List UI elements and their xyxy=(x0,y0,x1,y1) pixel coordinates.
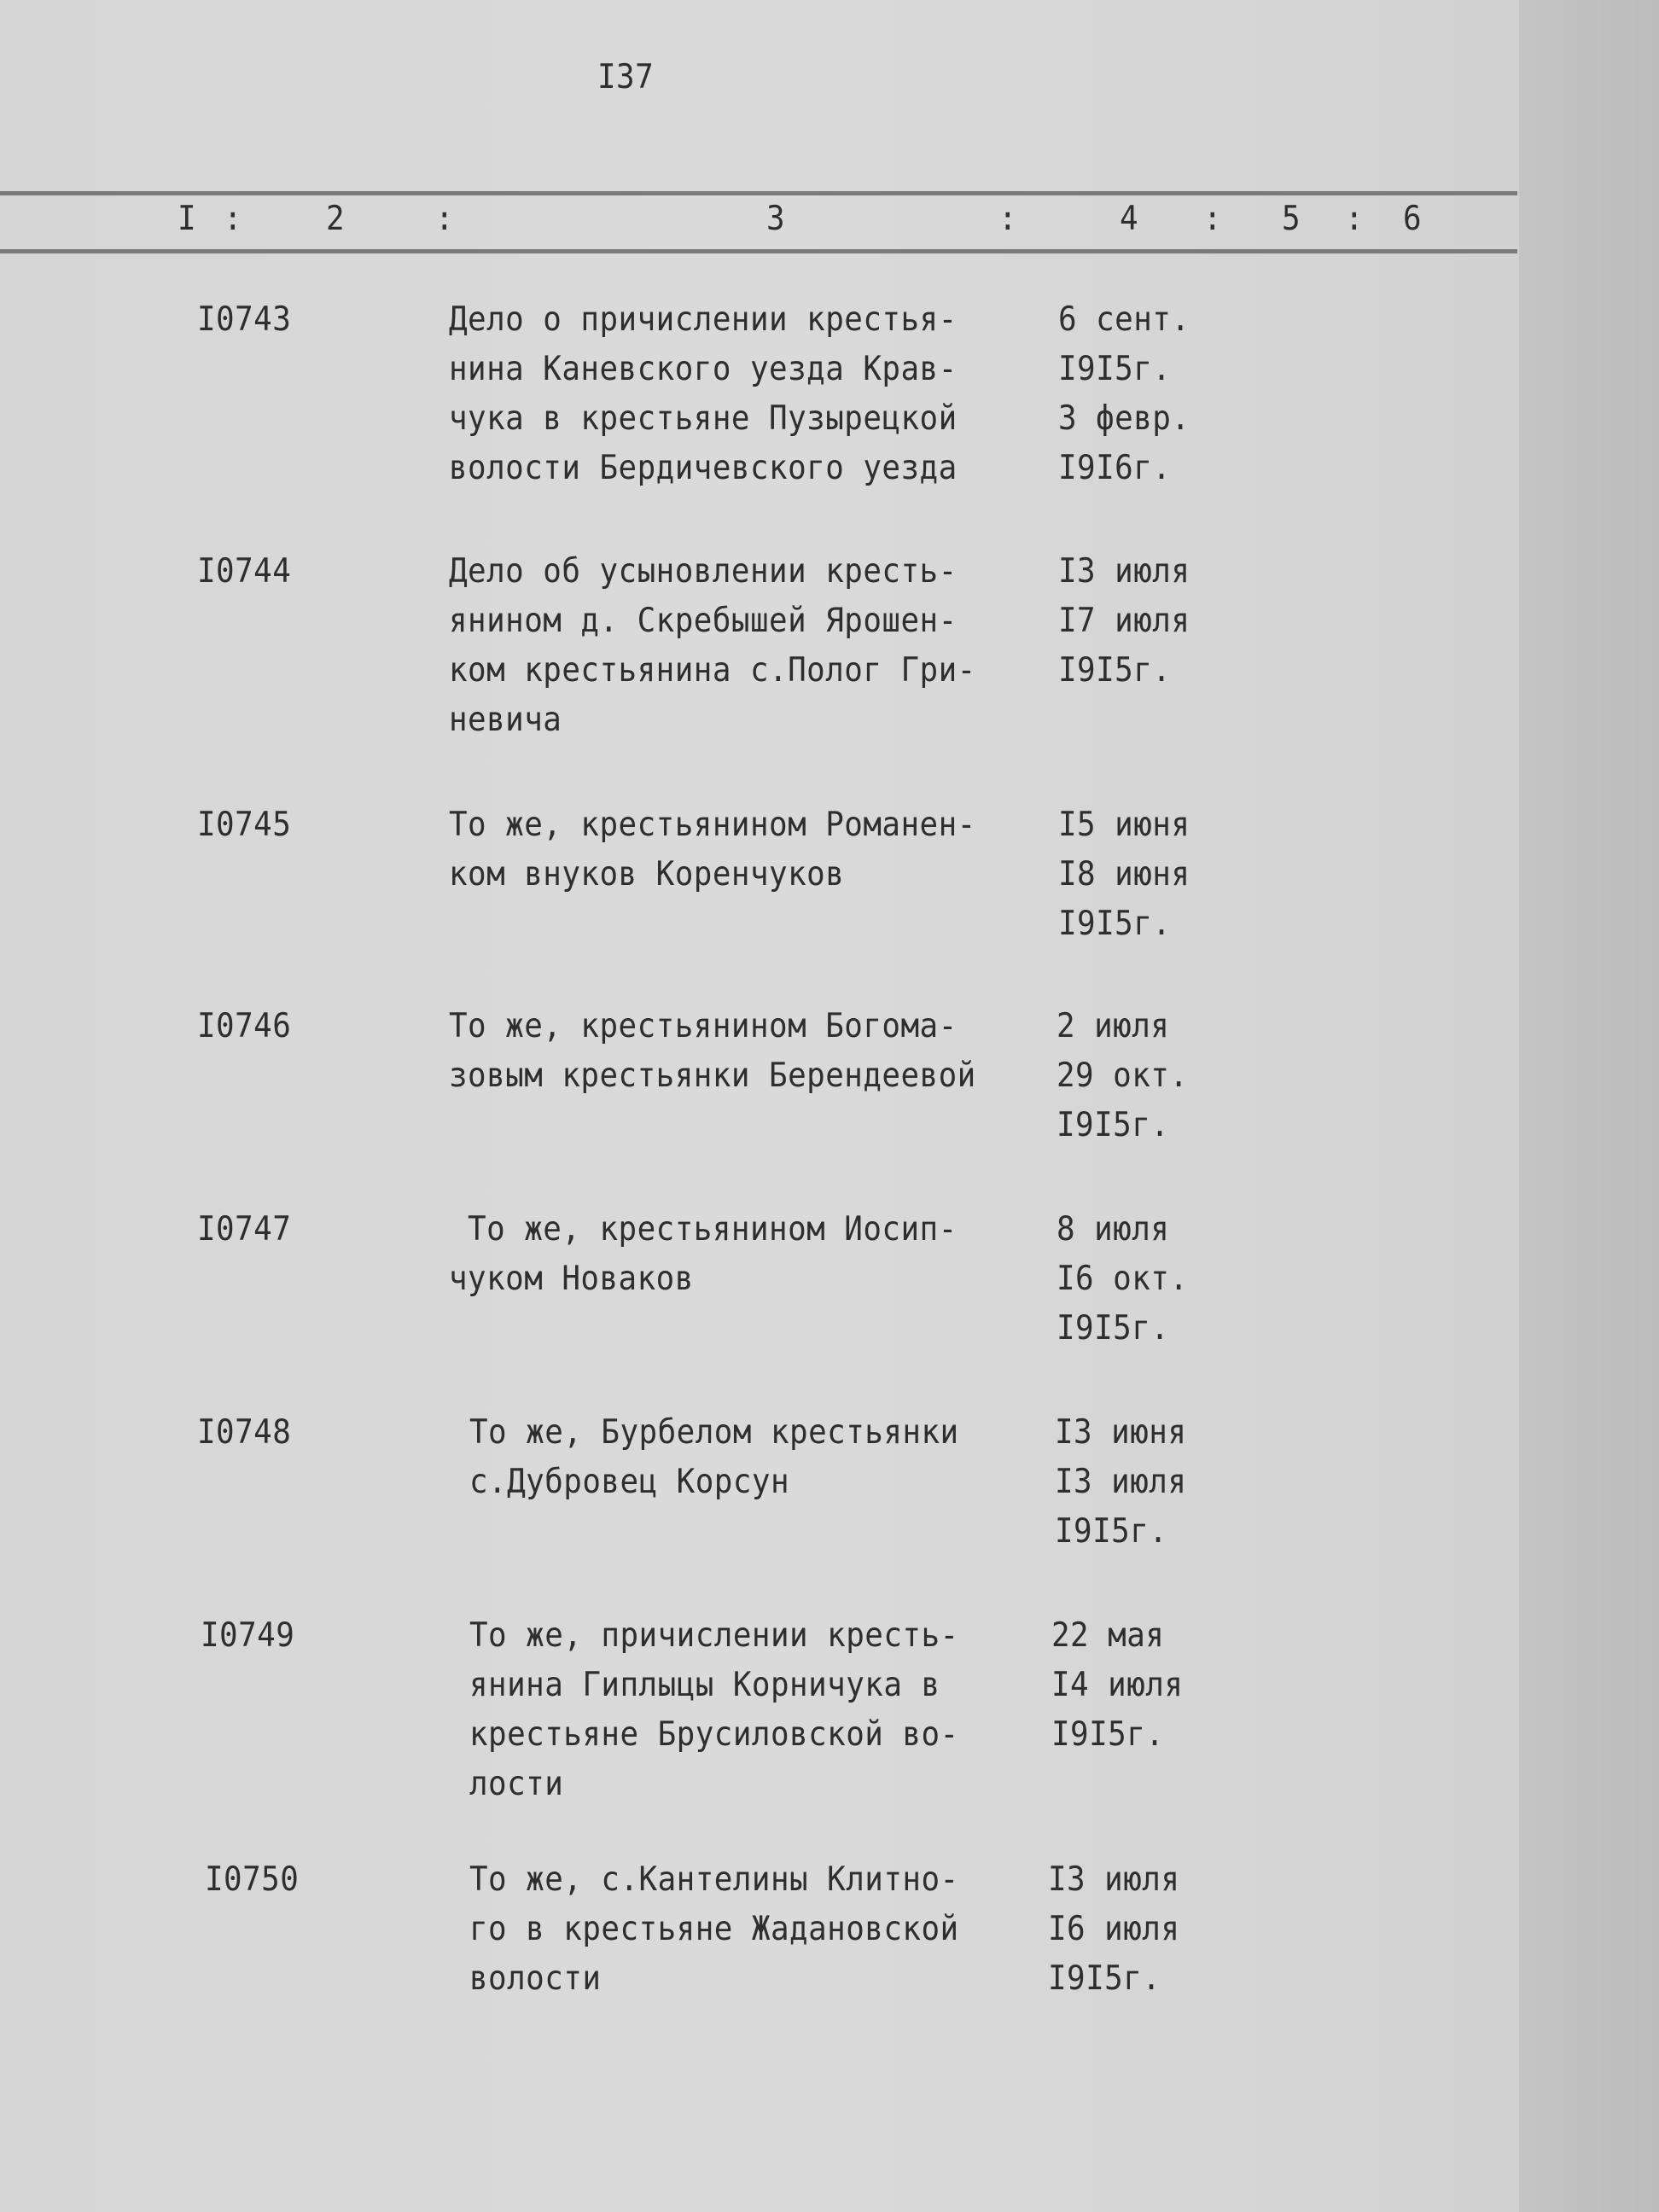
record-description-line: волости xyxy=(469,1959,602,1998)
record-date-line: I9I6г. xyxy=(1058,449,1172,487)
record-description-line: То же, причислении кресть- xyxy=(469,1616,959,1655)
record-date-line: I9I5г. xyxy=(1051,1715,1165,1754)
header-col-6: 6 xyxy=(1403,200,1423,238)
record-description-line: Дело о причислении крестья- xyxy=(449,300,958,339)
header-sep: : xyxy=(435,200,455,238)
record-date-line: 6 сент. xyxy=(1058,300,1190,339)
record-description-line: То же, крестьянином Богома- xyxy=(449,1007,958,1045)
record-date-line: I9I5г. xyxy=(1048,1959,1161,1998)
header-col-3: 3 xyxy=(766,200,786,238)
header-sep: : xyxy=(1345,200,1365,238)
record-number: I0747 xyxy=(197,1210,292,1249)
record-date-line: I3 июня xyxy=(1055,1413,1187,1452)
record-date-line: I6 июля xyxy=(1048,1910,1180,1948)
record-date-line: I9I5г. xyxy=(1058,905,1172,943)
record-date-line: I9I5г. xyxy=(1058,350,1172,388)
record-description-line: волости Бердичевского уезда xyxy=(449,449,958,487)
record-description-line: То же, Бурбелом крестьянки xyxy=(469,1413,959,1452)
record-description-line: с.Дубровец Корсун xyxy=(469,1463,790,1501)
header-col-2: 2 xyxy=(326,200,346,238)
record-description-line: янином д. Скребышей Ярошен- xyxy=(449,602,958,640)
record-description-line: го в крестьяне Жадановской xyxy=(469,1910,959,1948)
header-col-5: 5 xyxy=(1282,200,1301,238)
record-number: I0743 xyxy=(197,300,292,339)
record-description-line: нина Каневского уезда Крав- xyxy=(449,350,958,388)
record-description-line: крестьяне Брусиловской во- xyxy=(469,1715,959,1754)
header-col-4: 4 xyxy=(1120,200,1139,238)
record-date-line: 3 февр. xyxy=(1058,399,1190,438)
record-description-line: ком крестьянина с.Полог Гри- xyxy=(449,651,976,690)
record-description-line: ком внуков Коренчуков xyxy=(449,855,845,894)
page-number: I37 xyxy=(597,58,655,96)
header-col-1: I xyxy=(178,200,197,238)
record-date-line: I6 окт. xyxy=(1057,1260,1189,1298)
record-number: I0748 xyxy=(197,1413,292,1452)
record-description-line: То же, крестьянином Романен- xyxy=(449,806,976,844)
record-description-line: Дело об усыновлении кресть- xyxy=(449,552,958,591)
record-date-line: 29 окт. xyxy=(1057,1057,1189,1095)
header-sep: : xyxy=(224,200,243,238)
record-description-line: То же, крестьянином Иосип- xyxy=(449,1210,958,1249)
record-date-line: 8 июля xyxy=(1057,1210,1170,1249)
record-description-line: невича xyxy=(449,701,562,739)
record-date-line: I9I5г. xyxy=(1058,651,1172,690)
record-number: I0745 xyxy=(197,806,292,844)
record-date-line: I3 июля xyxy=(1055,1463,1187,1501)
header-bottom-rule xyxy=(0,249,1517,253)
record-date-line: I9I5г. xyxy=(1057,1309,1170,1348)
record-date-line: I4 июля xyxy=(1051,1666,1184,1704)
record-date-line: I9I5г. xyxy=(1057,1106,1170,1144)
record-date-line: I3 июля xyxy=(1048,1860,1180,1899)
header-sep: : xyxy=(998,200,1018,238)
record-description-line: янина Гиплыцы Корничука в xyxy=(469,1666,940,1704)
record-date-line: I5 июня xyxy=(1058,806,1190,844)
record-date-line: I8 июня xyxy=(1058,855,1190,894)
page-edge-shadow xyxy=(1519,0,1659,2212)
record-description-line: лости xyxy=(469,1765,564,1803)
record-description-line: чуком Новаков xyxy=(449,1260,694,1298)
record-date-line: 2 июля xyxy=(1057,1007,1170,1045)
record-date-line: 22 мая xyxy=(1051,1616,1165,1655)
record-description-line: То же, с.Кантелины Клитно- xyxy=(469,1860,959,1899)
record-date-line: I7 июля xyxy=(1058,602,1190,640)
record-date-line: I9I5г. xyxy=(1055,1512,1168,1551)
record-date-line: I3 июля xyxy=(1058,552,1190,591)
record-number: I0744 xyxy=(197,552,292,591)
record-description-line: чука в крестьяне Пузырецкой xyxy=(449,399,958,438)
record-number: I0746 xyxy=(197,1007,292,1045)
header-sep: : xyxy=(1203,200,1223,238)
record-number: I0750 xyxy=(205,1860,300,1899)
record-number: I0749 xyxy=(201,1616,295,1655)
record-description-line: зовым крестьянки Берендеевой xyxy=(449,1057,976,1095)
